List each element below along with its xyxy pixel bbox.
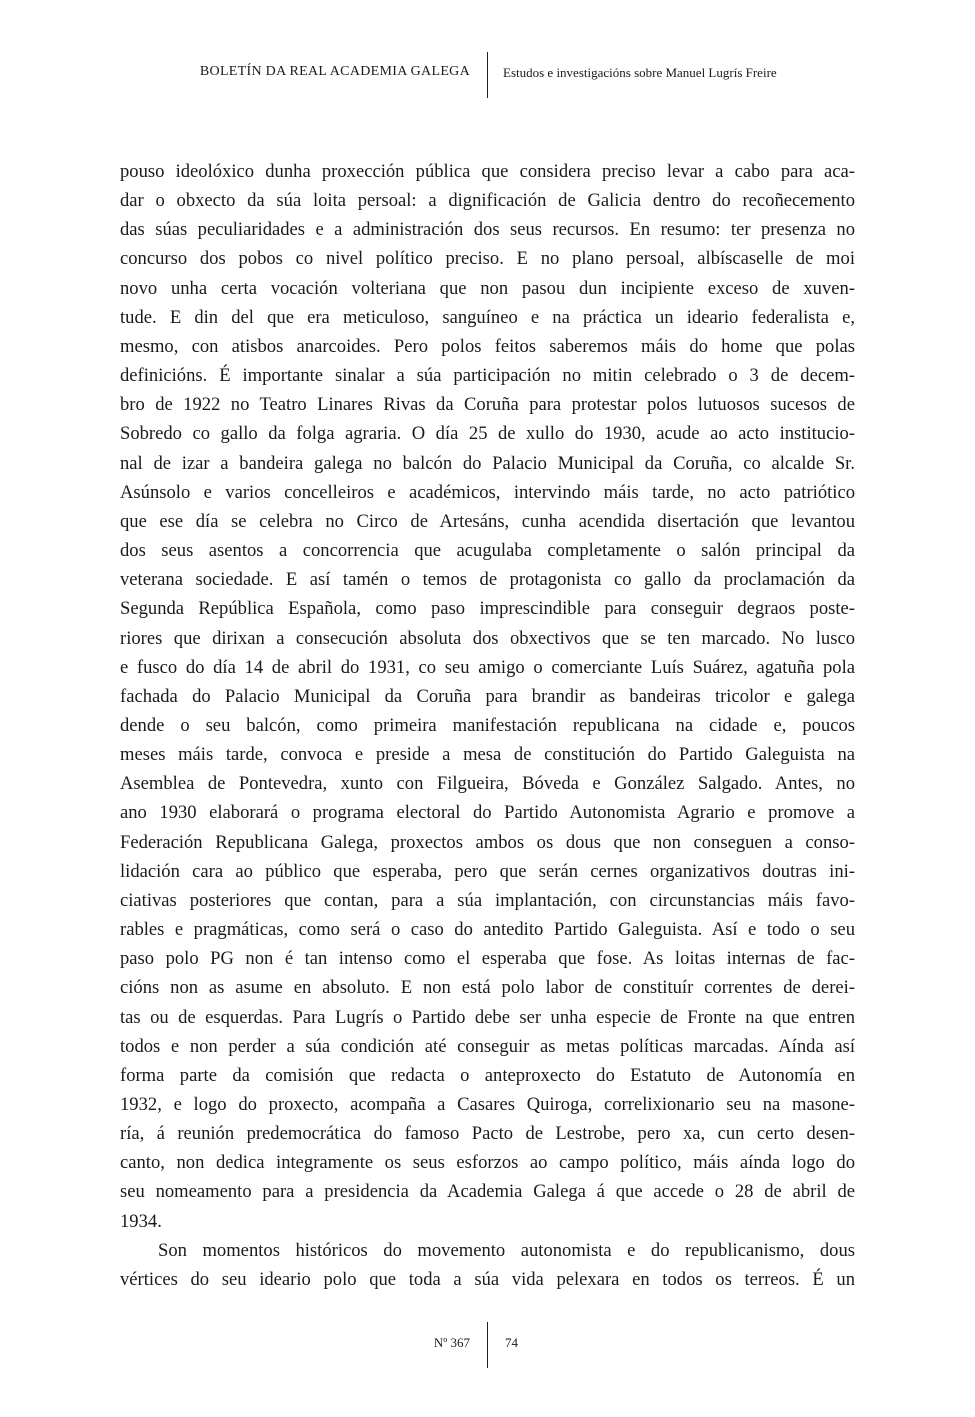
article-body bbox=[120, 157, 855, 1294]
text-line: mesmo, con atisbos anarcoides. Pero polos feitos saberemos máis do home que polas bbox=[120, 335, 855, 357]
text-line: 1934. bbox=[120, 1210, 162, 1232]
text-line: lidación cara ao público que esperaba, pero que serán cernes organizativos doutras ini- bbox=[120, 860, 855, 882]
text-line: vértices do seu ideario polo que toda a súa vida pelexara en todos os terreos. É un bbox=[120, 1268, 855, 1290]
text-line: Sobredo co gallo da folga agraria. O día 25 de xullo do 1930, acude ao acto institucio- bbox=[120, 423, 855, 445]
text-line: 1932, e logo do proxecto, acompaña a Casares Quiroga, correlixionario seu na masone- bbox=[120, 1094, 855, 1115]
text-line: riores que dirixan a consecución absoluta dos obxectivos que se ten marcado. No lusco bbox=[120, 627, 855, 649]
text-line: cións non as asume en absoluto. E non está polo labor de constituír correntes de derei- bbox=[120, 977, 855, 999]
text-line: Federación Republicana Galega, proxectos ambos os dous que non conseguen a conso- bbox=[120, 831, 855, 853]
text-line: bro de 1922 no Teatro Linares Rivas da Coruña para protestar polos lutuosos sucesos de bbox=[120, 394, 855, 416]
text-line: meses máis tarde, convoca e preside a mesa de constitución do Partido Galeguista na bbox=[120, 744, 855, 766]
text-line: canto, non dedica integramente os seus esforzos ao campo político, máis aínda logo do bbox=[120, 1152, 855, 1174]
text-line: concurso dos pobos co nivel político preciso. E no plano persoal, albíscaselle de moi bbox=[120, 248, 855, 270]
text-line: veterana sociedade. E así tamén o temos de protagonista co gallo da proclamación da bbox=[120, 569, 855, 591]
section-title: Estudos e investigacións sobre Manuel Lugrís Freire bbox=[503, 65, 777, 80]
journal-title: BOLETÍN DA REAL ACADEMIA GALEGA bbox=[199, 64, 470, 79]
text-line: Asúnsolo e varios concelleiros e académicos, intervindo máis tarde, no acto patriótico bbox=[120, 481, 855, 503]
footer-divider bbox=[487, 1322, 488, 1368]
text-line: Asemblea de Pontevedra, xunto con Filgueira, Bóveda e González Salgado. Antes, no bbox=[120, 773, 855, 795]
text-line: pouso ideolóxico dunha proxección pública que considera preciso levar a cabo para aca- bbox=[120, 161, 855, 182]
text-line: que ese día se celebra no Circo de Artesáns, cunha acendida disertación que levantou bbox=[120, 510, 855, 532]
text-line: e fusco do día 14 de abril do 1931, co seu amigo o comerciante Luís Suárez, agatuña pola bbox=[120, 656, 855, 678]
text-line: novo unha certa vocación volteriana que non pasou dun incipiente exceso de xuven- bbox=[120, 277, 855, 299]
text-line: ría, á reunión predemocrática do famoso Pacto de Lestrobe, pero xa, cun certo desen- bbox=[120, 1123, 855, 1145]
text-line: tas ou de esquerdas. Para Lugrís o Partido debe ser unha especie de Fronte na que entren bbox=[120, 1006, 855, 1028]
text-line: dende o seu balcón, como primeira manifestación republicana na cidade e, poucos bbox=[120, 714, 855, 736]
text-line: definicións. É importante sinalar a súa participación no mitin celebrado o 3 de decem- bbox=[120, 365, 855, 387]
issue-number: Nº 367 bbox=[433, 1335, 470, 1350]
text-line: forma parte da comisión que redacta o anteproxecto do Estatuto de Autonomía en bbox=[120, 1064, 855, 1086]
text-line: nal de izar a bandeira galega no balcón do Palacio Municipal da Coruña, co alcalde Sr. bbox=[120, 452, 855, 474]
text-line: dar o obxecto da súa loita persoal: a dignificación de Galicia dentro do recoñecemento bbox=[120, 190, 855, 212]
text-line: todos e non perder a súa condición até conseguir as metas políticas marcadas. Aínda así bbox=[120, 1035, 855, 1057]
text-line: rables e pragmáticas, como será o caso do antedito Partido Galeguista. Así e todo o seu bbox=[120, 919, 855, 941]
text-line: Segunda República Española, como paso imprescindible para conseguir degraos poste- bbox=[120, 598, 855, 620]
text-line: ciativas posteriores que contan, para a súa implantación, con circunstancias máis favo- bbox=[120, 889, 855, 911]
text-line: paso polo PG non é tan intenso como el esperaba que fose. As loitas internas de fac- bbox=[120, 948, 855, 970]
text-line: fachada do Palacio Municipal da Coruña para brandir as bandeiras tricolor e galega bbox=[120, 685, 855, 707]
text-line: seu nomeamento para a presidencia da Academia Galega á que accede o 28 de abril de bbox=[120, 1181, 855, 1203]
text-line: ano 1930 elaborará o programa electoral do Partido Autonomista Agrario e promove a bbox=[120, 802, 855, 824]
page-number: 74 bbox=[505, 1335, 518, 1350]
text-line: das súas peculiaridades e a administración dos seus recursos. En resumo: ter presenza no bbox=[120, 219, 855, 241]
text-line: dos seus asentos a concorrencia que acugulaba completamente o salón principal da bbox=[120, 540, 855, 562]
text-line: Son momentos históricos do movemento autonomista e do republicanismo, dous bbox=[158, 1239, 855, 1261]
header-divider bbox=[487, 52, 488, 98]
text-line: tude. E din del que era meticuloso, sanguíneo e na práctica un ideario federalista e, bbox=[120, 306, 855, 328]
